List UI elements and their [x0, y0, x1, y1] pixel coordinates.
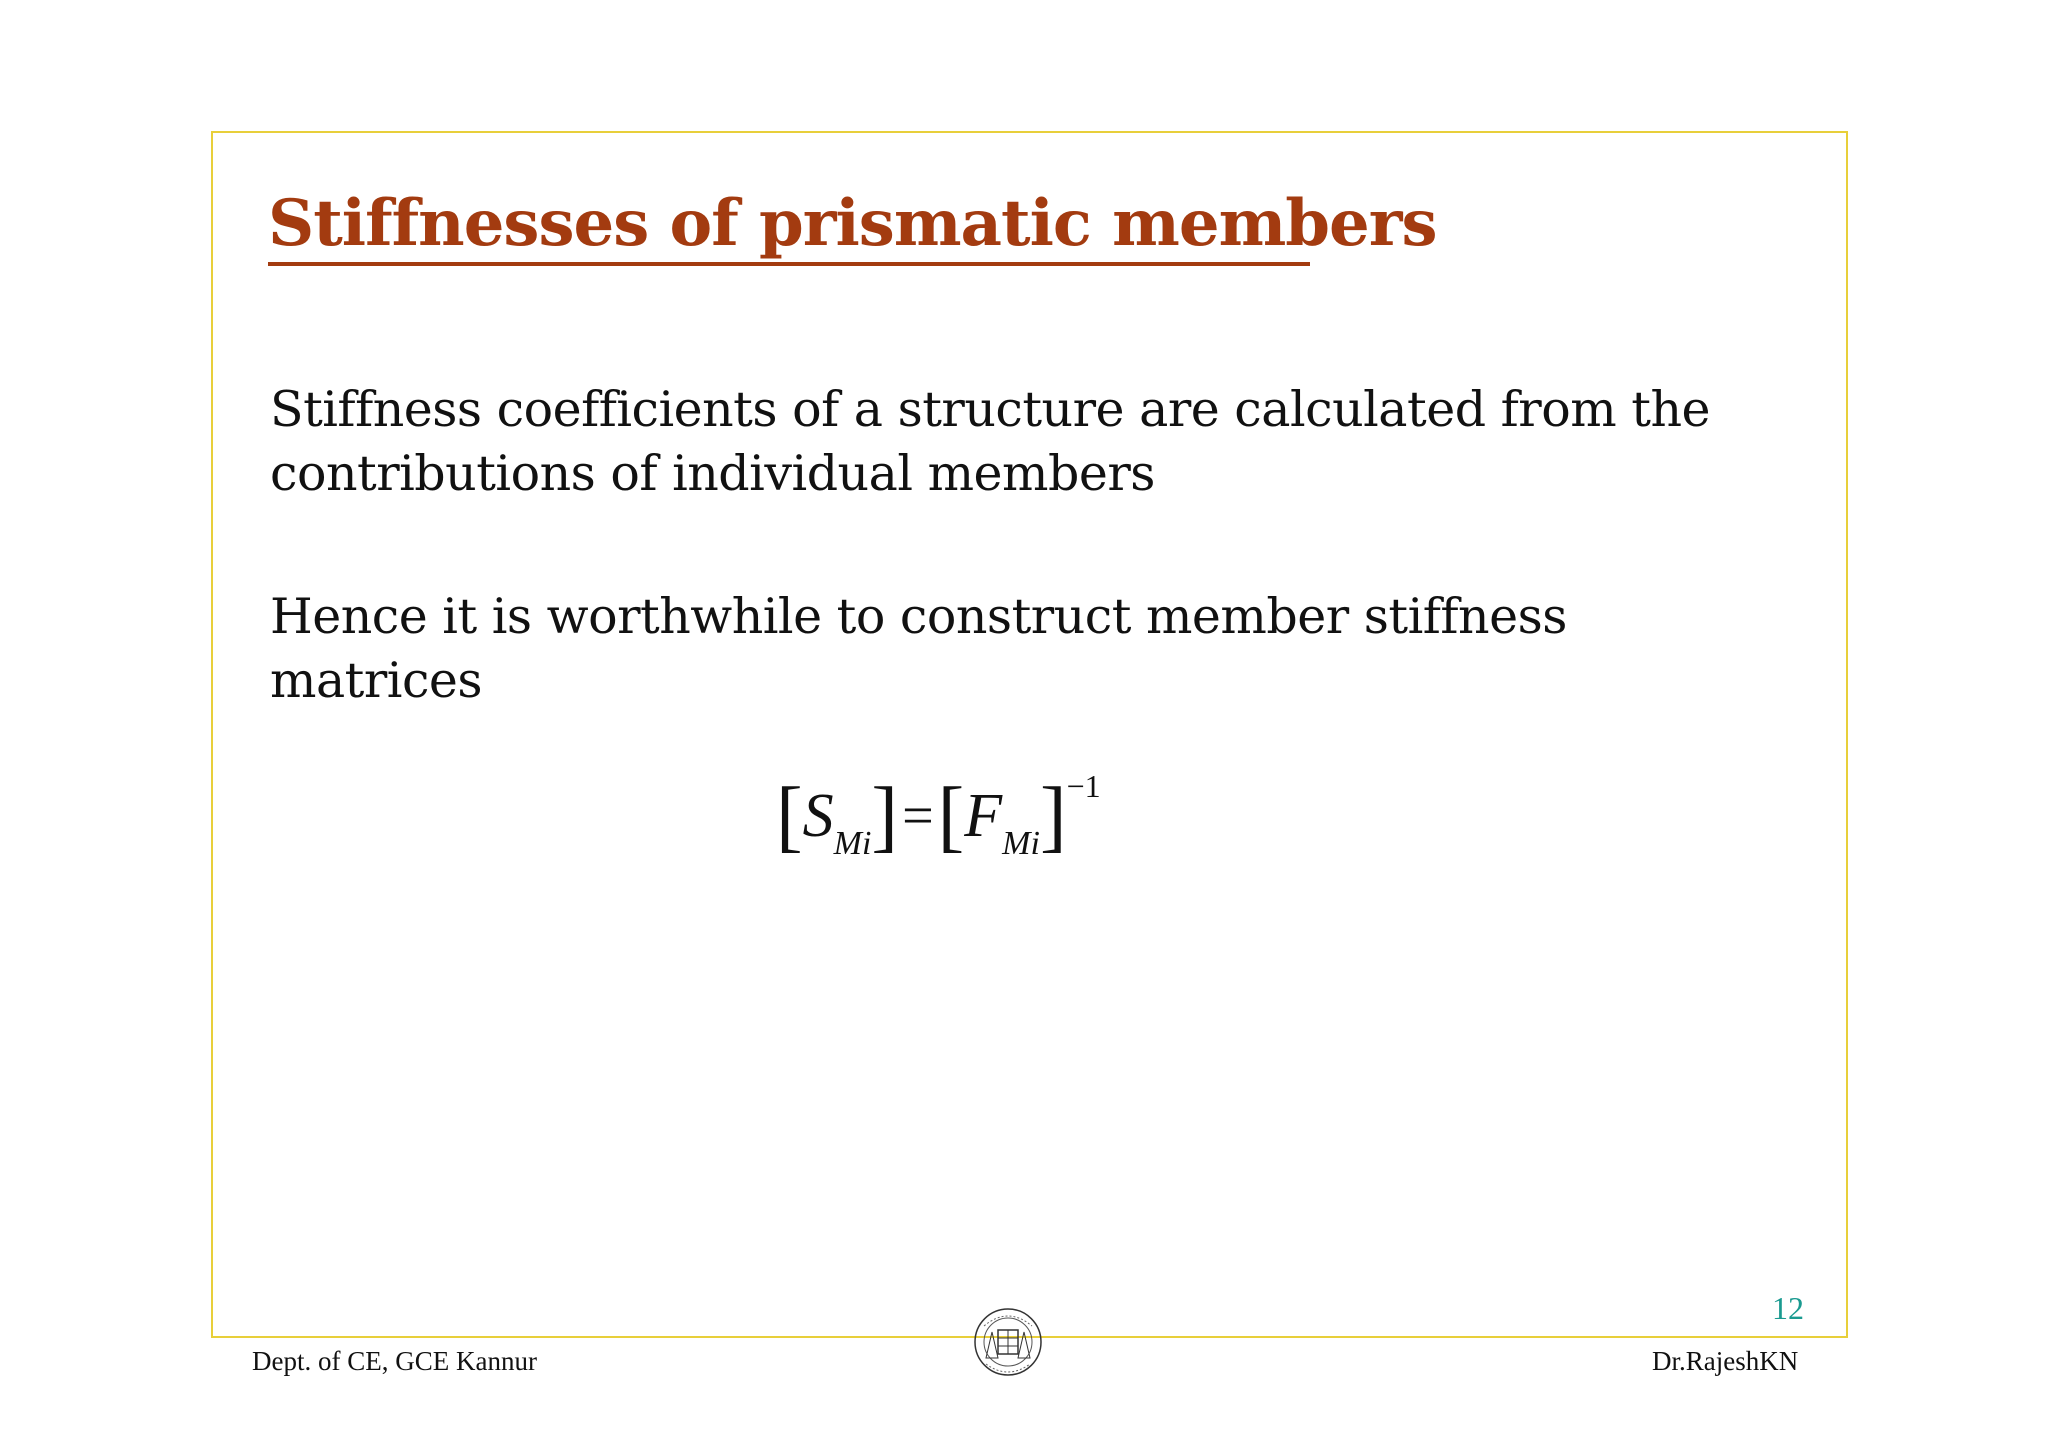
- rhs-superscript: −1: [1066, 768, 1101, 804]
- college-seal-icon: [970, 1300, 1046, 1384]
- paragraph-1: Stiffness coefficients of a structure are calculated from the contributions of individual members: [270, 381, 1711, 502]
- rhs-symbol: F: [964, 782, 1003, 850]
- lhs-left-bracket: [: [776, 772, 803, 860]
- footer-author: Dr.RajeshKN: [1652, 1346, 1799, 1376]
- rhs-right-bracket: ]: [1039, 772, 1067, 860]
- slide-frame: [211, 131, 1848, 1338]
- footer-divider-right: [1052, 1336, 1848, 1338]
- stiffness-equation: [776, 766, 1101, 866]
- rhs-subscript: Mi: [1002, 825, 1040, 862]
- paragraph-2: Hence it is worthwhile to construct member stiffness matrices: [270, 588, 1567, 709]
- title-underline: [268, 262, 1310, 266]
- rhs-left-bracket: [: [937, 772, 965, 860]
- page-number: 12: [1772, 1290, 1804, 1326]
- equals-sign: =: [902, 785, 934, 847]
- footer-divider-left: [211, 1336, 961, 1338]
- slide-title: Stiffnesses of prismatic members: [268, 186, 1437, 261]
- footer-department: Dept. of CE, GCE Kannur: [252, 1346, 537, 1376]
- lhs-symbol: S: [802, 782, 834, 850]
- lhs-subscript: Mi: [833, 825, 872, 862]
- lhs-right-bracket: ]: [871, 772, 899, 860]
